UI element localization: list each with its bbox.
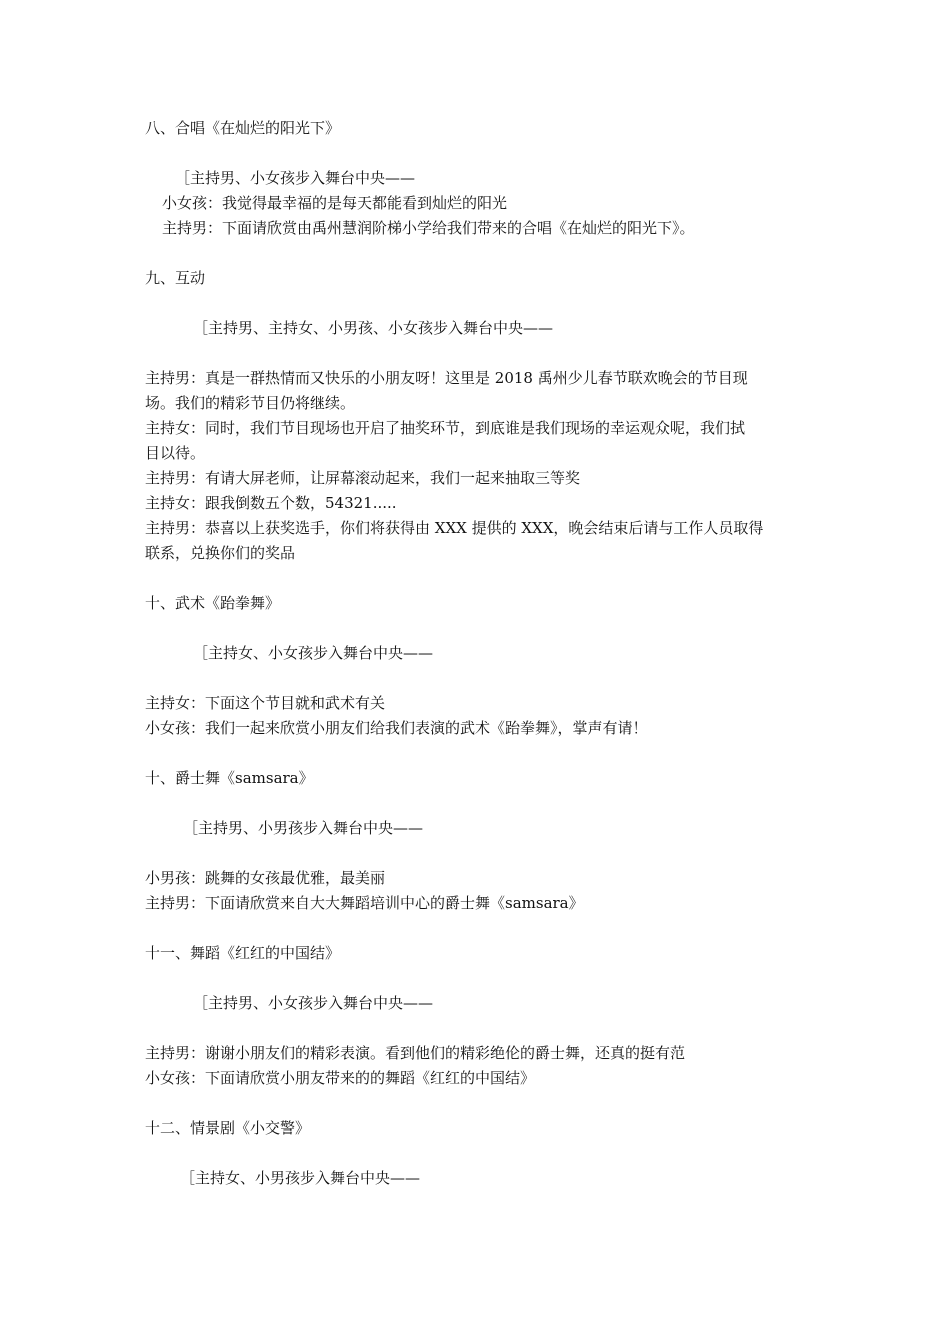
stage-direction: ［主持男、小女孩步入舞台中央—— [175, 169, 416, 187]
dialogue-line: 主持男：恭喜以上获奖选手，你们将获得由 XXX 提供的 XXX，晚会结束后请与工作人员取得 [145, 519, 764, 537]
section-heading-12: 十二、情景剧《小交警》 [145, 1119, 311, 1137]
section-heading-10: 十、武术《跆拳舞》 [145, 594, 281, 612]
section-heading-11: 十一、舞蹈《红红的中国结》 [145, 944, 341, 962]
stage-direction: ［主持女、小男孩步入舞台中央—— [180, 1169, 421, 1187]
dialogue-line: 联系，兑换你们的奖品 [145, 544, 296, 562]
dialogue-line: 小女孩：我觉得最幸福的是每天都能看到灿烂的阳光 [162, 194, 508, 212]
stage-direction: ［主持男、主持女、小男孩、小女孩步入舞台中央—— [193, 319, 554, 337]
dialogue-line: 主持女：下面这个节目就和武术有关 [145, 694, 386, 712]
dialogue-line: 小女孩：我们一起来欣赏小朋友们给我们表演的武术《跆拳舞》，掌声有请！ [145, 719, 648, 737]
dialogue-line: 主持女：跟我倒数五个数，54321..... [145, 494, 397, 512]
dialogue-line: 主持男：下面请欣赏由禹州慧润阶梯小学给我们带来的合唱《在灿烂的阳光下》。 [162, 219, 695, 237]
section-heading-8: 八、合唱《在灿烂的阳光下》 [145, 119, 341, 137]
dialogue-line: 主持女：同时，我们节目现场也开启了抽奖环节，到底谁是我们现场的幸运观众呢，我们拭 [145, 419, 746, 437]
dialogue-line: 小男孩：跳舞的女孩最优雅，最美丽 [145, 869, 386, 887]
dialogue-line: 主持男：真是一群热情而又快乐的小朋友呀！这里是 2018 禹州少儿春节联欢晚会的节目现 [145, 369, 748, 387]
dialogue-line: 场。我们的精彩节目仍将继续。 [145, 394, 356, 412]
dialogue-line: 主持男：谢谢小朋友们的精彩表演。看到他们的精彩绝伦的爵士舞，还真的挺有范 [145, 1044, 686, 1062]
dialogue-line: 目以待。 [145, 444, 206, 462]
section-heading-10b: 十、爵士舞《samsara》 [145, 769, 314, 787]
dialogue-line: 主持男：下面请欣赏来自大大舞蹈培训中心的爵士舞《samsara》 [145, 894, 584, 912]
stage-direction: ［主持男、小男孩步入舞台中央—— [183, 819, 424, 837]
stage-direction: ［主持女、小女孩步入舞台中央—— [193, 644, 434, 662]
dialogue-line: 小女孩：下面请欣赏小朋友带来的的舞蹈《红红的中国结》 [145, 1069, 536, 1087]
dialogue-line: 主持男：有请大屏老师，让屏幕滚动起来，我们一起来抽取三等奖 [145, 469, 581, 487]
stage-direction: ［主持男、小女孩步入舞台中央—— [193, 994, 434, 1012]
section-heading-9: 九、互动 [145, 269, 206, 287]
